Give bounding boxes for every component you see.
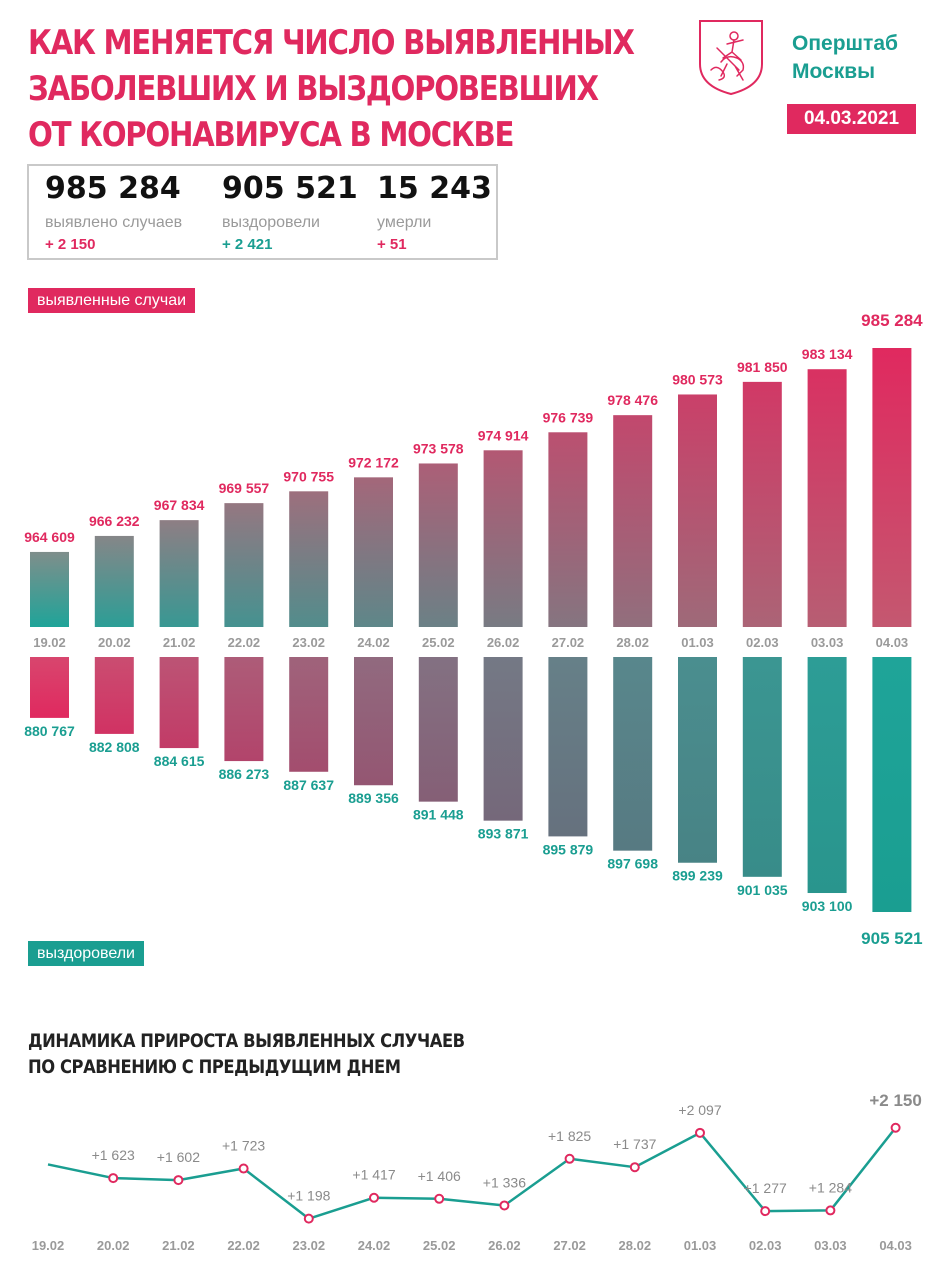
stat-cases-label: выявлено случаев bbox=[45, 214, 183, 231]
stat-cases-value: 985 284 bbox=[45, 171, 181, 206]
growth-point bbox=[761, 1207, 769, 1215]
recovered-badge: выздоровели bbox=[28, 941, 144, 966]
date-tick-label: 04.03 bbox=[875, 635, 909, 650]
cases-value-label: 978 476 bbox=[607, 392, 659, 409]
growth-point bbox=[892, 1124, 900, 1132]
cases-value-label: 966 232 bbox=[88, 512, 140, 529]
recovered-value-label: 882 808 bbox=[88, 738, 140, 755]
date-tick-label: 19.02 bbox=[33, 635, 66, 650]
growth-date-label: 27.02 bbox=[553, 1238, 586, 1253]
growth-value-label: +1 602 bbox=[156, 1149, 201, 1166]
cases-value-label: 976 739 bbox=[542, 409, 594, 426]
recovered-value-label: 899 239 bbox=[672, 867, 723, 884]
stat-recovered-label: выздоровели bbox=[222, 214, 320, 231]
title-line-1: КАК МЕНЯЕТСЯ ЧИСЛО ВЫЯВЛЕННЫХ bbox=[28, 23, 634, 63]
growth-point bbox=[109, 1174, 117, 1182]
growth-value-label: +1 737 bbox=[613, 1136, 657, 1153]
growth-date-label: 25.02 bbox=[422, 1238, 456, 1253]
growth-value-label: +1 198 bbox=[287, 1187, 331, 1204]
date-tick-label: 25.02 bbox=[422, 635, 455, 650]
growth-date-label: 22.02 bbox=[227, 1238, 260, 1253]
date-tick-label: 02.03 bbox=[746, 635, 779, 650]
growth-date-label: 23.02 bbox=[292, 1238, 326, 1253]
cases-value-label: 973 578 bbox=[412, 440, 464, 457]
org-name-line-2: Москвы bbox=[792, 60, 876, 83]
recovered-value-label: 901 035 bbox=[736, 881, 788, 898]
line-chart-title-line-1: ДИНАМИКА ПРИРОСТА ВЫЯВЛЕННЫХ СЛУЧАЕВ bbox=[28, 1030, 465, 1052]
growth-date-label: 20.02 bbox=[96, 1238, 130, 1253]
cases-value-label: 983 134 bbox=[801, 346, 853, 363]
cases-value-label: 985 284 bbox=[861, 311, 923, 330]
recovered-value-label: 886 273 bbox=[218, 766, 270, 783]
stat-deaths-value: 15 243 bbox=[377, 171, 492, 206]
line-chart-title-line-2: ПО СРАВНЕНИЮ С ПРЕДЫДУЩИМ ДНЕМ bbox=[28, 1056, 401, 1078]
recovered-value-label: 887 637 bbox=[283, 776, 335, 793]
recovered-value-label: 895 879 bbox=[542, 841, 594, 858]
cases-value-label: 964 609 bbox=[24, 528, 75, 545]
date-tick-label: 27.02 bbox=[551, 635, 585, 650]
growth-value-label: +1 623 bbox=[91, 1147, 135, 1164]
date-tick-label: 28.02 bbox=[616, 635, 649, 650]
stat-recovered-value: 905 521 bbox=[222, 171, 358, 206]
date-tick-label: 21.02 bbox=[162, 635, 196, 650]
growth-point bbox=[305, 1215, 313, 1223]
growth-point bbox=[240, 1165, 248, 1173]
recovered-value-label: 889 356 bbox=[348, 790, 399, 807]
growth-date-label: 28.02 bbox=[618, 1238, 652, 1253]
cases-value-label: 980 573 bbox=[672, 371, 723, 388]
recovered-value-label: 897 698 bbox=[607, 855, 659, 872]
stat-deaths-label: умерли bbox=[377, 214, 432, 231]
growth-date-label: 03.03 bbox=[814, 1238, 847, 1253]
growth-point bbox=[435, 1195, 443, 1203]
growth-value-label: +1 406 bbox=[417, 1167, 461, 1184]
date-tick-label: 20.02 bbox=[98, 635, 131, 650]
growth-point bbox=[826, 1206, 834, 1214]
recovered-value-label: 884 615 bbox=[153, 753, 205, 770]
cases-value-label: 974 914 bbox=[477, 427, 529, 444]
growth-point bbox=[566, 1155, 574, 1163]
growth-point bbox=[174, 1176, 182, 1184]
title-line-2: ЗАБОЛЕВШИХ И ВЫЗДОРОВЕВШИХ bbox=[28, 69, 598, 109]
date-tick-label: 22.02 bbox=[227, 635, 261, 650]
growth-point bbox=[500, 1201, 508, 1209]
cases-badge: выявленные случаи bbox=[28, 288, 195, 313]
growth-value-label: +1 417 bbox=[352, 1166, 396, 1183]
recovered-value-label: 893 871 bbox=[477, 825, 529, 842]
growth-line bbox=[48, 1128, 896, 1219]
growth-point bbox=[631, 1163, 639, 1171]
title-line-3: ОТ КОРОНАВИРУСА В МОСКВЕ bbox=[28, 115, 514, 155]
growth-date-label: 02.03 bbox=[748, 1238, 782, 1253]
growth-date-label: 04.03 bbox=[879, 1238, 912, 1253]
cases-value-label: 981 850 bbox=[736, 358, 788, 375]
stat-cases-increment: + 2 150 bbox=[45, 236, 96, 253]
date-tick-label: 24.02 bbox=[357, 635, 390, 650]
recovered-value-label: 903 100 bbox=[801, 898, 853, 915]
growth-date-label: 21.02 bbox=[162, 1238, 195, 1253]
growth-value-label: +2 150 bbox=[869, 1090, 922, 1110]
recovered-value-label: 891 448 bbox=[412, 806, 464, 823]
date-tick-label: 03.03 bbox=[810, 635, 844, 650]
growth-value-label: +1 723 bbox=[221, 1137, 266, 1154]
growth-value-label: +1 277 bbox=[743, 1180, 787, 1197]
growth-date-label: 26.02 bbox=[488, 1238, 521, 1253]
growth-date-label: 01.03 bbox=[683, 1238, 717, 1253]
growth-value-label: +1 336 bbox=[482, 1174, 527, 1191]
growth-point bbox=[370, 1194, 378, 1202]
growth-date-label: 24.02 bbox=[357, 1238, 391, 1253]
cases-value-label: 969 557 bbox=[218, 480, 270, 497]
recovered-value-label: 905 521 bbox=[861, 929, 923, 948]
growth-value-label: +1 825 bbox=[547, 1127, 592, 1144]
date-tick-label: 01.03 bbox=[681, 635, 714, 650]
growth-date-label: 19.02 bbox=[31, 1238, 65, 1253]
stat-deaths-increment: + 51 bbox=[377, 236, 407, 253]
stat-recovered-increment: + 2 421 bbox=[222, 236, 273, 253]
date-badge: 04.03.2021 bbox=[787, 104, 916, 134]
recovered-value-label: 880 767 bbox=[24, 722, 75, 739]
growth-value-label: +1 284 bbox=[808, 1179, 853, 1196]
cases-value-label: 970 755 bbox=[283, 468, 335, 485]
growth-value-label: +2 097 bbox=[678, 1101, 722, 1118]
cases-value-label: 967 834 bbox=[153, 497, 205, 514]
date-tick-label: 26.02 bbox=[486, 635, 520, 650]
cases-value-label: 972 172 bbox=[348, 454, 399, 471]
date-tick-label: 23.02 bbox=[292, 635, 325, 650]
org-name-line-1: Оперштаб bbox=[792, 32, 898, 55]
growth-point bbox=[696, 1129, 704, 1137]
